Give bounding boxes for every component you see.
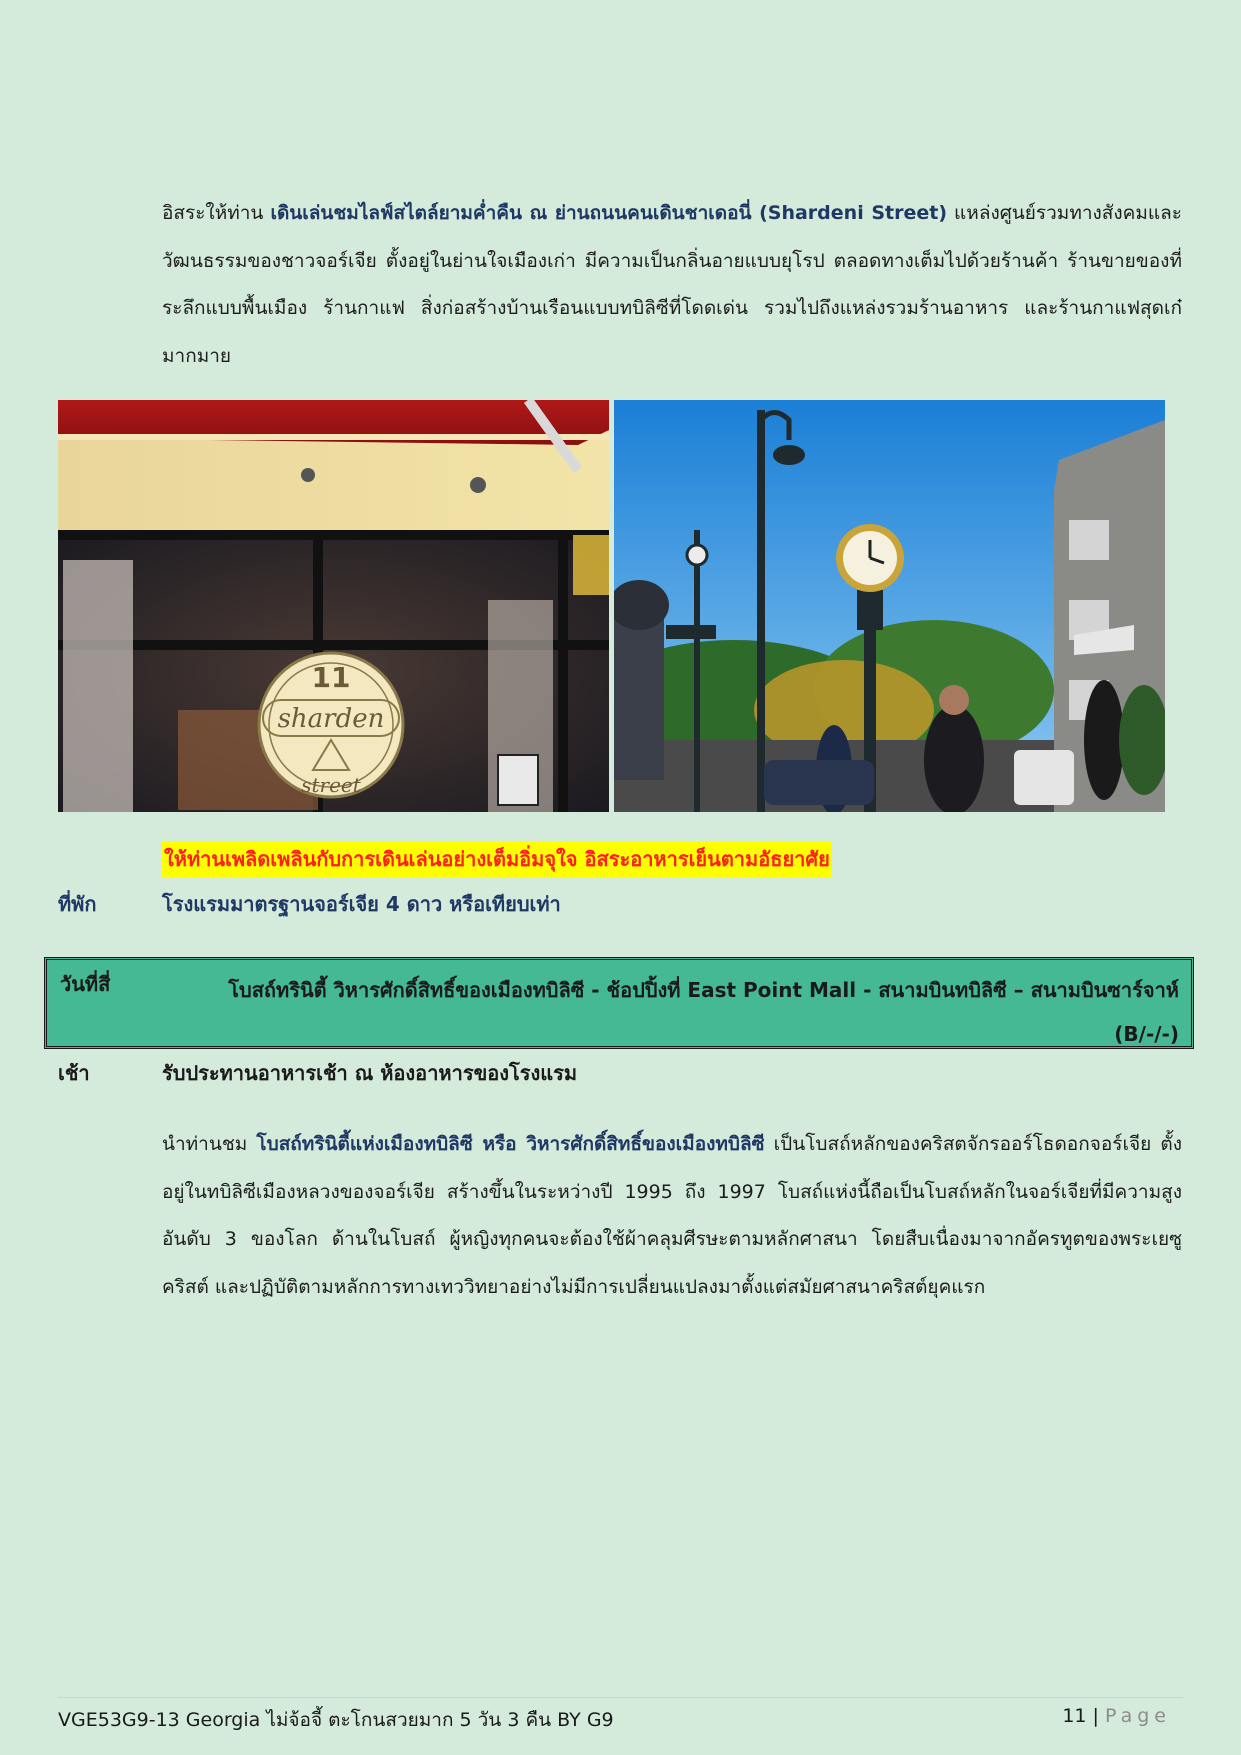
church-post: เป็นโบสถ์หลักของคริสตจักรออร์โธดอกจอร์เจีย ตั้งอยู่ในทบิลิซีเมืองหลวงของจอร์เจีย สร้างขึ้นในระหว่างปี 1995 ถึง 1997 โบสถ์แห่งนี้ถือเป็นโบสถ์หลักในจอร์เจียที่มีความสูงอันดับ 3 ของโลก ด้านในโบสถ์ ผู้หญิงทุกคนจะต้องใช้ผ้าคลุมศีรษะตามหลักศาสนา โดยสืบเนื่องมาจากอัครทูตของพระเยซูคริสต์ และปฏิบัติตามหลักการทางเทววิทยาอย่างไม่มีการเปลี่ยนแปลงมาตั้งแต่สมัยศาสนาคริสต์ยุคแรก: [162, 1133, 1182, 1298]
hotel-value: โรงแรมมาตรฐานจอร์เจีย 4 ดาว หรือเทียบเท่า: [162, 892, 561, 916]
shardeni-sign-photo: [58, 400, 609, 812]
photo-strip: [58, 400, 1165, 812]
page-number: 11: [1062, 1705, 1087, 1727]
footer-divider: [58, 1697, 1183, 1698]
sign-name: sharden: [277, 704, 385, 734]
footer-page: [1062, 1705, 1171, 1727]
church-paragraph: [162, 1121, 1182, 1311]
intro-highlight: เดินเล่นชมไลฟ์สไตล์ยามค่ำคืน ณ ย่านถนนคนเดินชาเดอนี่ (Shardeni Street): [270, 202, 947, 224]
day-label: วันที่สี่: [60, 972, 111, 996]
sign-number: 11: [311, 661, 351, 694]
page-word: Page: [1105, 1705, 1171, 1727]
breakfast-value: รับประทานอาหารเช้า ณ ห้องอาหารของโรงแรม: [162, 1061, 578, 1085]
intro-paragraph: [162, 190, 1182, 380]
page-separator: |: [1092, 1705, 1099, 1727]
intro-post: แหล่งศูนย์รวมทางสังคมและวัฒนธรรมของชาวจอร์เจีย ตั้งอยู่ในย่านใจเมืองเก่า มีความเป็นกลิ่นอายแบบยุโรป ตลอดทางเต็มไปด้วยร้านค้า ร้านขายของที่ระลึกแบบพื้นเมือง ร้านกาแฟ สิ่งก่อสร้างบ้านเรือนแบบทบิลิซีที่โดดเด่น รวมไปถึงแหล่งรวมร้านอาหาร และร้านกาแฟสุดเก๋มากมาย: [162, 202, 1182, 367]
breakfast-label: เช้า: [58, 1061, 90, 1085]
free-time-highlight: ให้ท่านเพลิดเพลินกับการเดินเล่นอย่างเต็มอิ่มจุใจ อิสระอาหารเย็นตามอัธยาศัย: [162, 842, 832, 878]
footer-tour-code: VGE53G9-13 Georgia ไม่จ้อจี้ ตะโกนสวยมาก 5 วัน 3 คืน BY G9: [58, 1709, 614, 1731]
hotel-label: ที่พัก: [58, 892, 97, 916]
church-highlight: โบสถ์ทรินิตี้แห่งเมืองทบิลิซี หรือ วิหารศักดิ์สิทธิ์ของเมืองทบิลิซี: [256, 1133, 765, 1155]
clock-street-photo: [614, 400, 1165, 812]
church-pre: นำท่านชม: [162, 1133, 257, 1155]
day-title: โบสถ์ทรินิตี้ วิหารศักดิ์สิทธิ์ของเมืองทบิลิซี - ช้อปปิ้งที่ East Point Mall - สนามบินทบิลิซี – สนามบินซาร์จาห์ (B/-/-): [228, 978, 1179, 1046]
day-header-box: [44, 957, 1194, 1049]
sign-word: street: [301, 773, 361, 797]
intro-pre: อิสระให้ท่าน: [162, 202, 271, 224]
